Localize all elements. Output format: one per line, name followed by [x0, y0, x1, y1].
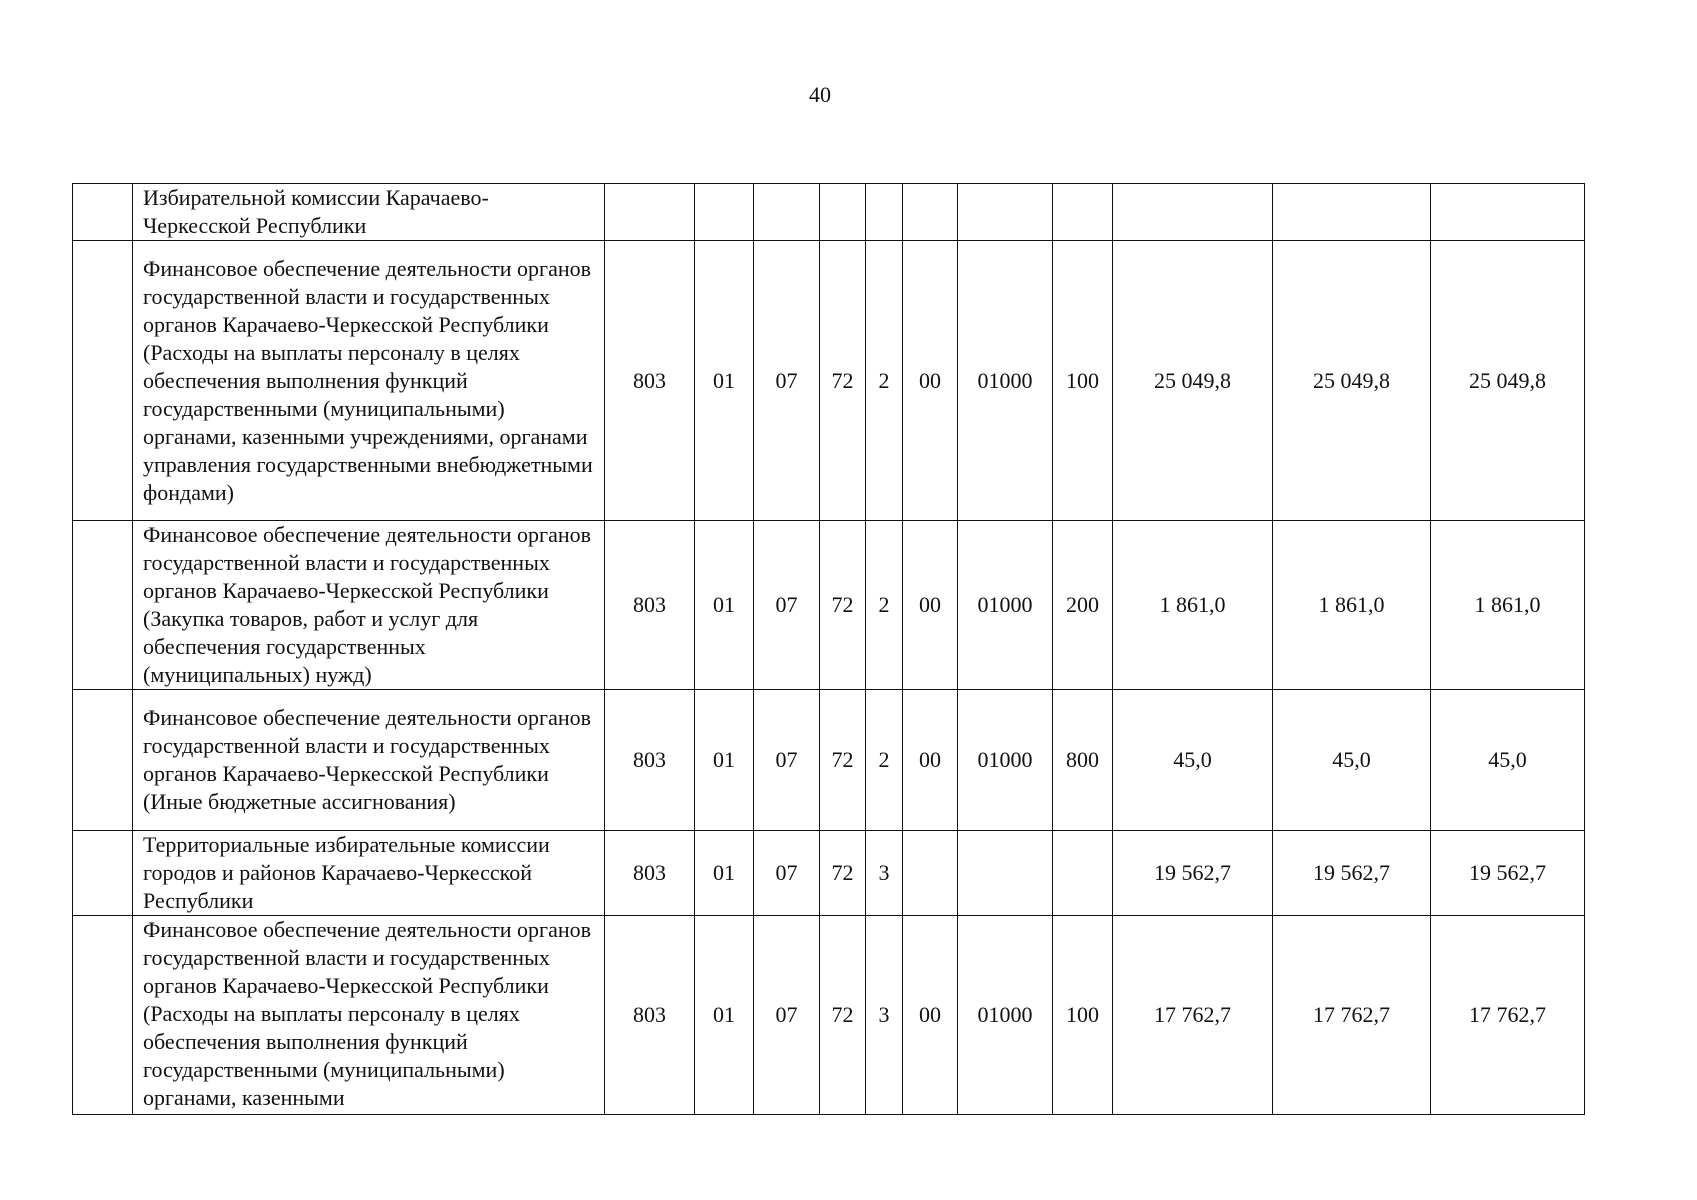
cs-direction-cell [958, 831, 1053, 916]
cs-subprogram-cell: 3 [866, 831, 903, 916]
cs-group-cell: 00 [903, 241, 958, 521]
cs-subprogram-cell: 3 [866, 916, 903, 1115]
cs-program-cell: 72 [820, 831, 866, 916]
row-number-cell [73, 690, 133, 831]
row-number-cell [73, 831, 133, 916]
table-row [73, 521, 1585, 690]
description-cell: Финансовое обеспечение деятельности органов государственной власти и государственных органов Карачаево-Черкесской Республики (Расходы на выплаты персоналу в целях обеспечения выполнения функций государственными (муниципальными) органами, казенными учреждениями, органами управления государственными внебюджетными фондами) [133, 241, 605, 521]
sum-year3-cell: 19 562,7 [1431, 831, 1585, 916]
ved-cell: 803 [605, 521, 695, 690]
table-row [73, 241, 1585, 521]
budget-table [72, 183, 1585, 1115]
rz-cell [695, 184, 754, 241]
pr-cell: 07 [754, 241, 820, 521]
cs-direction-cell: 01000 [958, 690, 1053, 831]
description-cell: Избирательной комиссии Карачаево-Черкесской Республики [133, 184, 605, 241]
page-number: 40 [809, 82, 831, 107]
row-number-cell [73, 184, 133, 241]
cs-program-cell: 72 [820, 241, 866, 521]
sum-year3-cell: 17 762,7 [1431, 916, 1585, 1115]
sum-year1-cell: 45,0 [1113, 690, 1273, 831]
ved-cell [605, 184, 695, 241]
sum-year2-cell: 1 861,0 [1273, 521, 1431, 690]
sum-year2-cell [1273, 184, 1431, 241]
sum-year1-cell: 19 562,7 [1113, 831, 1273, 916]
vr-cell: 800 [1053, 690, 1113, 831]
row-number-cell [73, 521, 133, 690]
ved-cell: 803 [605, 831, 695, 916]
table-row [73, 690, 1585, 831]
cs-subprogram-cell: 2 [866, 690, 903, 831]
cs-direction-cell: 01000 [958, 241, 1053, 521]
cs-group-cell [903, 184, 958, 241]
cs-program-cell: 72 [820, 521, 866, 690]
sum-year3-cell: 1 861,0 [1431, 521, 1585, 690]
pr-cell: 07 [754, 916, 820, 1115]
sum-year1-cell: 17 762,7 [1113, 916, 1273, 1115]
sum-year2-cell: 19 562,7 [1273, 831, 1431, 916]
table-row [73, 831, 1585, 916]
cs-program-cell: 72 [820, 916, 866, 1115]
cs-subprogram-cell: 2 [866, 241, 903, 521]
description-cell: Финансовое обеспечение деятельности органов государственной власти и государственных органов Карачаево-Черкесской Республики (Иные бюджетные ассигнования) [133, 690, 605, 831]
row-number-cell [73, 916, 133, 1115]
vr-cell [1053, 184, 1113, 241]
rz-cell: 01 [695, 241, 754, 521]
sum-year1-cell [1113, 184, 1273, 241]
description-cell: Финансовое обеспечение деятельности органов государственной власти и государственных органов Карачаево-Черкесской Республики (Закупка товаров, работ и услуг для обеспечения государственных (муниципальных) нужд) [133, 521, 605, 690]
pr-cell: 07 [754, 690, 820, 831]
cs-subprogram-cell [866, 184, 903, 241]
pr-cell: 07 [754, 521, 820, 690]
description-cell: Финансовое обеспечение деятельности органов государственной власти и государственных органов Карачаево-Черкесской Республики (Расходы на выплаты персоналу в целях обеспечения выполнения функций государственными (муниципальными) органами, казенными [133, 916, 605, 1115]
cs-direction-cell [958, 184, 1053, 241]
description-cell: Территориальные избирательные комиссии городов и районов Карачаево-Черкесской Республики [133, 831, 605, 916]
sum-year2-cell: 45,0 [1273, 690, 1431, 831]
table-row [73, 184, 1585, 241]
sum-year3-cell: 25 049,8 [1431, 241, 1585, 521]
vr-cell: 100 [1053, 241, 1113, 521]
cs-group-cell: 00 [903, 521, 958, 690]
sum-year3-cell: 45,0 [1431, 690, 1585, 831]
cs-direction-cell: 01000 [958, 916, 1053, 1115]
ved-cell: 803 [605, 916, 695, 1115]
cs-group-cell: 00 [903, 690, 958, 831]
vr-cell: 200 [1053, 521, 1113, 690]
vr-cell [1053, 831, 1113, 916]
pr-cell: 07 [754, 831, 820, 916]
rz-cell: 01 [695, 690, 754, 831]
sum-year1-cell: 25 049,8 [1113, 241, 1273, 521]
ved-cell: 803 [605, 690, 695, 831]
rz-cell: 01 [695, 831, 754, 916]
cs-program-cell [820, 184, 866, 241]
cs-direction-cell: 01000 [958, 521, 1053, 690]
rz-cell: 01 [695, 521, 754, 690]
cs-group-cell: 00 [903, 916, 958, 1115]
sum-year3-cell [1431, 184, 1585, 241]
cs-program-cell: 72 [820, 690, 866, 831]
vr-cell: 100 [1053, 916, 1113, 1115]
sum-year2-cell: 25 049,8 [1273, 241, 1431, 521]
sum-year2-cell: 17 762,7 [1273, 916, 1431, 1115]
pr-cell [754, 184, 820, 241]
table-row [73, 916, 1585, 1115]
rz-cell: 01 [695, 916, 754, 1115]
cs-subprogram-cell: 2 [866, 521, 903, 690]
ved-cell: 803 [605, 241, 695, 521]
sum-year1-cell: 1 861,0 [1113, 521, 1273, 690]
cs-group-cell [903, 831, 958, 916]
row-number-cell [73, 241, 133, 521]
